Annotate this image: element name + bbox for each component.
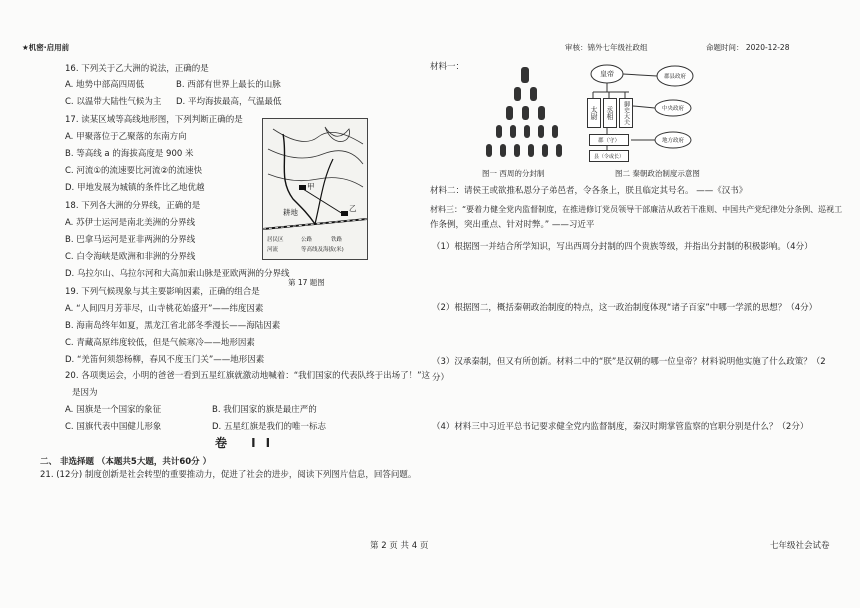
fig2-emperor: 皇帝	[600, 70, 614, 78]
q20-stem: 20. 各项奥运会，小明的爸爸一看到五星红旗就激动地喊着：“我们国家的代表队终于出场了！”这	[65, 371, 431, 381]
q19-option-b: B. 海南岛终年如夏，黑龙江省北部冬季漫长——海陆因素	[65, 321, 281, 331]
map-legend-railway: 铁路	[331, 237, 343, 243]
q20-option-b: B. 我们国家的旗是最庄严的	[212, 405, 317, 415]
fig1-caption: 图一 西周的分封制	[482, 169, 545, 178]
q16-stem: 16. 下列关于乙大洲的说法，正确的是	[65, 64, 209, 74]
section-title: 二、 非选择题 （本题共5大题，共计60分 ）	[40, 457, 212, 467]
map-legend-river: 河流	[267, 247, 279, 253]
fig2-caption: 图二 秦朝政治制度示意图	[615, 169, 700, 178]
q20-option-d: D. 五星红旗是我们的唯一标志	[212, 422, 326, 432]
material3-line2: 作条例，突出重点、针对时弊。” ——习近平	[430, 220, 595, 230]
q21-part4: （4）材料三中习近平总书记要求健全党内监督制度，秦汉时期掌管监察的官职分别是什么？（2分）	[432, 422, 809, 432]
fig2-central-gov: 中央政府	[661, 106, 684, 112]
contour-map	[262, 118, 368, 260]
q21-part2: （2）根据图二，概括秦朝政治制度的特点，这一政治制度体现“诸子百家”中哪一学派的思想？（4分）	[432, 303, 818, 313]
volume-title: 卷 II	[215, 436, 281, 450]
q20-option-c: C. 国旗代表中国健儿形象	[65, 422, 162, 432]
map-label-jia: 甲	[307, 182, 315, 191]
material1-label: 材料一：	[430, 62, 465, 72]
q17-option-d: D. 甲地发展为城镇的条件比乙地优越	[65, 183, 205, 193]
q17-option-b: B. 等高线 a 的海拔高度是 900 米	[65, 149, 194, 159]
exam-subject: 七年级社会试卷	[770, 541, 830, 551]
confidential-label: ★机密·启用前	[22, 43, 70, 52]
q20-stem-cont: 是因为	[72, 388, 98, 398]
material3-line1: 材料三：“要着力健全党内监督制度，在推进修订党员领导干部廉洁从政若干准则、中国共产党纪律处分条例、巡视工	[430, 205, 843, 214]
q16-option-b: B. 西部有世界上最长的山脉	[176, 80, 281, 90]
q18-option-a: A. 苏伊士运河是南北美洲的分界线	[65, 218, 196, 228]
q21-part3-line1: （3）汉承秦制，但又有所创新。材料二中的“朕”是汉朝的哪一位皇帝？材料说明他实施了什么政策？（2	[432, 357, 826, 367]
fig2-local-gov: 地方政府	[661, 138, 684, 144]
q18-option-c: C. 白令海峡是欧洲和非洲的分界线	[65, 252, 196, 262]
fig2-taiwei: 太尉	[587, 98, 601, 128]
q19-option-a: A. “人间四月芳菲尽，山寺桃花始盛开”——纬度因素	[65, 304, 264, 314]
q18-option-d: D. 乌拉尔山、乌拉尔河和大高加索山脉是亚欧两洲的分界线	[65, 269, 290, 279]
q17-map-caption: 第 17 题图	[288, 278, 325, 287]
map-legend-contour: 等高线及海拔(米)	[301, 247, 344, 253]
map-label-yi: 乙	[349, 204, 357, 213]
q19-option-d: D. “羌笛何须怨杨柳，春风不度玉门关”——地形因素	[65, 355, 265, 365]
fig2-jun: 郡（守）	[589, 134, 629, 146]
fig2-chengxiang: 丞相	[603, 98, 617, 128]
q17-option-c: C. 河流①的流速要比河流②的流速快	[65, 166, 203, 176]
q21-stem: 21. (12分) 制度创新是社会转型的重要推动力，促进了社会的进步，阅读下列图片信息，回答问题。	[40, 470, 417, 480]
q17-option-a: A. 甲聚落位于乙聚落的东南方向	[65, 132, 187, 142]
q18-option-b: B. 巴拿马运河是亚非两洲的分界线	[65, 235, 196, 245]
q16-option-d: D. 平均海拔最高，气温最低	[176, 97, 282, 107]
q18-stem: 18. 下列各大洲的分界线，正确的是	[65, 201, 201, 211]
map-label-farmland: 耕地	[283, 208, 298, 217]
zhou-feudal-figure	[476, 62, 576, 162]
fig2-local-gov-top: 郡县政府	[663, 74, 686, 80]
page-number: 第 2 页 共 4 页	[370, 541, 429, 551]
q21-part3-line2: 分）	[432, 373, 450, 383]
q21-part1: （1）根据图一并结合所学知识，写出西周分封制的四个贵族等级，并指出分封制的积极影响。（4分）	[432, 242, 813, 252]
fig2-xian: 县（令或长）	[589, 150, 629, 162]
q20-option-a: A. 国旗是一个国家的象征	[65, 405, 162, 415]
q16-option-a: A. 地势中部高四周低	[65, 80, 145, 90]
fig2-yushi: 御史大夫	[619, 98, 633, 128]
q19-stem: 19. 下列气候现象与其主要影响因素，正确的组合是	[65, 287, 260, 297]
q19-option-c: C. 青藏高原纬度较低，但是气候寒冷——地形因素	[65, 338, 255, 348]
reviewer-label: 审核：锦外七年级社政组	[565, 43, 648, 52]
map-legend-residential: 居民区	[267, 237, 284, 243]
map-legend-road: 公路	[301, 237, 313, 243]
material2: 材料二：请侯王或欲推私恩分子弟邑者，令各条上，朕且临定其号名。 ——《汉书》	[430, 186, 748, 196]
q17-stem: 17. 读某区域等高线地形图，下列判断正确的是	[65, 115, 243, 125]
qin-system-diagram	[585, 62, 695, 162]
q16-option-c: C. 以温带大陆性气候为主	[65, 97, 162, 107]
exam-date: 命题时间： 2020-12-28	[706, 43, 790, 52]
